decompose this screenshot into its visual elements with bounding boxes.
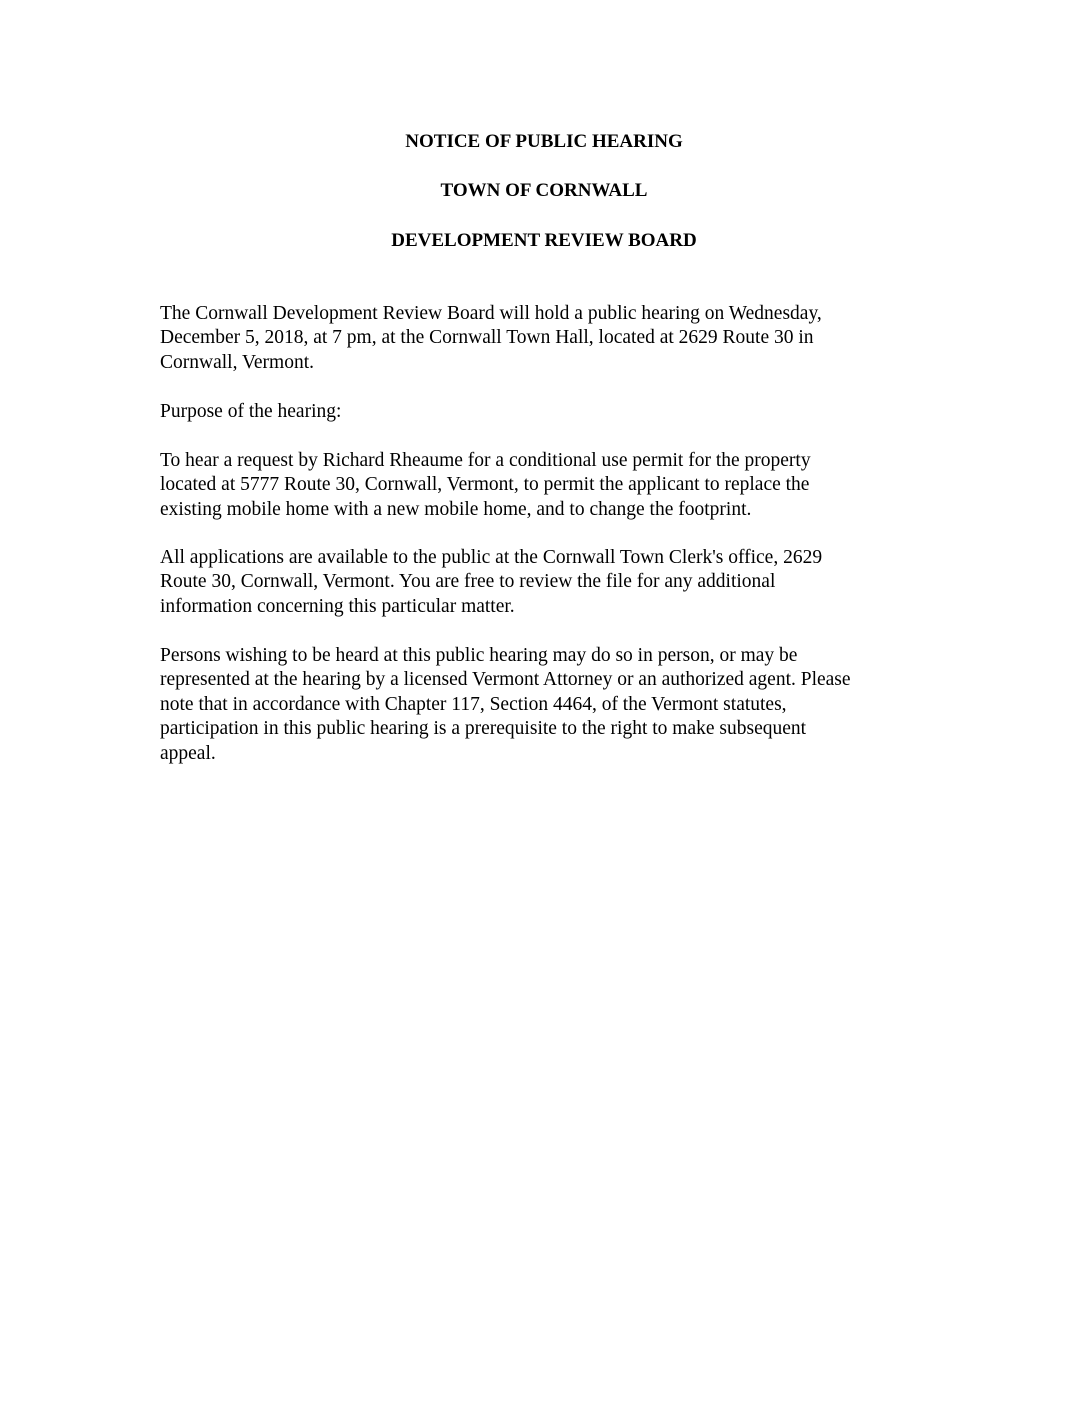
- paragraph-line: All applications are available to the public at the Cornwall Town Clerk's office, 2629: [160, 547, 823, 568]
- board-name-heading: DEVELOPMENT REVIEW BOARD: [391, 230, 697, 251]
- paragraph-line: To hear a request by Richard Rheaume for a conditional use permit for the property: [160, 450, 811, 471]
- paragraph-line: appeal.: [160, 742, 216, 764]
- paragraph-line: Route 30, Cornwall, Vermont. You are free to review the file for any additional: [160, 571, 776, 593]
- paragraph-line: note that in accordance with Chapter 117, Section 4464, of the Vermont statutes,: [160, 693, 787, 715]
- paragraph-line: represented at the hearing by a licensed Vermont Attorney or an authorized agent. Please: [160, 669, 851, 691]
- applications-availability-paragraph: [160, 546, 940, 619]
- paragraph-line: participation in this public hearing is a prerequisite to the right to make subsequent: [160, 718, 807, 740]
- paragraph-line: December 5, 2018, at 7 pm, at the Cornwall Town Hall, located at 2629 Route 30 in: [160, 327, 814, 349]
- paragraph-line: located at 5777 Route 30, Cornwall, Vermont, to permit the applicant to replace the: [160, 474, 810, 496]
- paragraph-line: existing mobile home with a new mobile home, and to change the footprint.: [160, 498, 752, 520]
- notice-title: NOTICE OF PUBLIC HEARING: [405, 131, 683, 152]
- paragraph-line: The Cornwall Development Review Board will hold a public hearing on Wednesday,: [160, 303, 822, 324]
- paragraph-line: Purpose of the hearing:: [160, 401, 342, 422]
- paragraph-line: Cornwall, Vermont.: [160, 351, 315, 373]
- hearing-announcement-paragraph: [160, 302, 940, 375]
- paragraph-line: Persons wishing to be heard at this public hearing may do so in person, or may be: [160, 645, 798, 666]
- town-name-heading: TOWN OF CORNWALL: [440, 180, 648, 201]
- purpose-label-paragraph: [160, 400, 940, 424]
- paragraph-line: information concerning this particular matter.: [160, 595, 515, 617]
- request-description-paragraph: [160, 449, 940, 522]
- participation-notice-paragraph: [160, 644, 940, 766]
